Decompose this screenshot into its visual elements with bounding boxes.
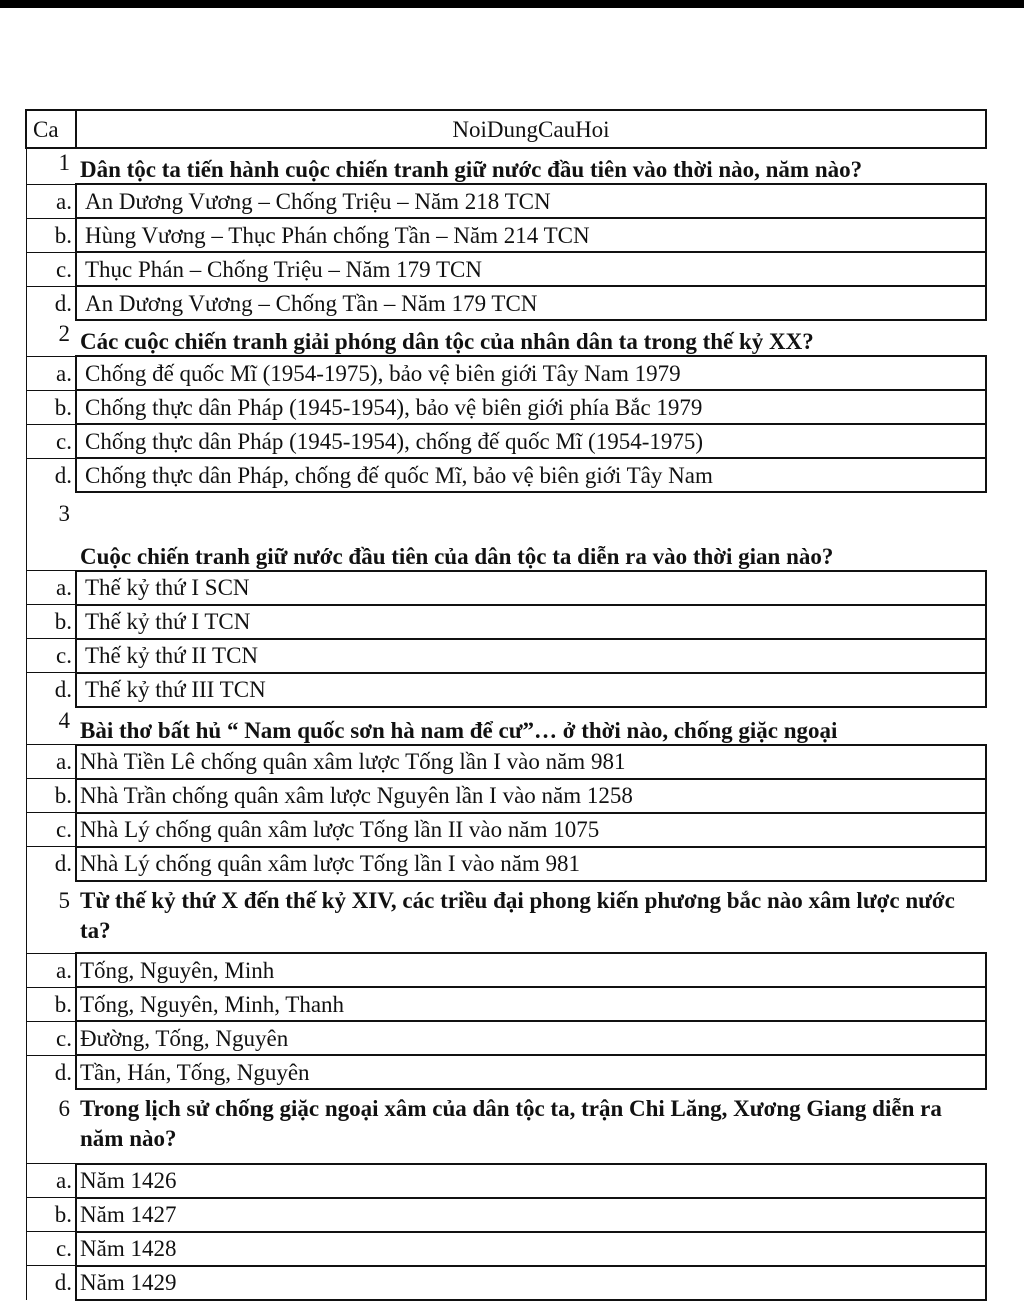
option-letter: a. — [26, 571, 76, 605]
option-text: An Dương Vương – Chống Tần – Năm 179 TCN — [76, 286, 986, 320]
option-text: Nhà Lý chống quân xâm lược Tống lần II vào năm 1075 — [76, 813, 986, 847]
option-letter: d. — [26, 1266, 76, 1300]
option-text: Năm 1429 — [76, 1266, 986, 1300]
option-letter: a. — [26, 1164, 76, 1198]
header-noidungcauhoi: NoiDungCauHoi — [76, 110, 986, 148]
option-text: Tống, Nguyên, Minh, Thanh — [76, 987, 986, 1021]
option-text: Thế kỷ thứ II TCN — [76, 639, 986, 673]
option-row — [26, 458, 986, 492]
top-black-bar — [0, 0, 1024, 8]
question-row — [26, 707, 986, 745]
question-number: 4 — [26, 707, 76, 745]
option-letter: c. — [26, 1021, 76, 1055]
option-text: Chống đế quốc Mĩ (1954-1975), bảo vệ biên giới Tây Nam 1979 — [76, 356, 986, 390]
option-row — [26, 1055, 986, 1089]
option-row — [26, 390, 986, 424]
option-text: An Dương Vương – Chống Triệu – Năm 218 TCN — [76, 184, 986, 218]
option-text: Nhà Lý chống quân xâm lược Tống lần I vào năm 981 — [76, 847, 986, 881]
question-text: Bài thơ bất hủ “ Nam quốc sơn hà nam để cư”… ở thời nào, chống giặc ngoại — [80, 717, 838, 743]
option-letter: c. — [26, 424, 76, 458]
option-row — [26, 1232, 986, 1266]
question-text: Cuộc chiến tranh giữ nước đầu tiên của dân tộc ta diễn ra vào thời gian nào? — [80, 543, 834, 569]
question-row — [26, 148, 986, 184]
option-letter: b. — [26, 1198, 76, 1232]
option-letter: c. — [26, 813, 76, 847]
option-letter: d. — [26, 1055, 76, 1089]
option-letter: a. — [26, 356, 76, 390]
question-row — [26, 492, 986, 571]
option-text: Năm 1427 — [76, 1198, 986, 1232]
option-row — [26, 987, 986, 1021]
option-letter: a. — [26, 953, 76, 987]
option-text: Đường, Tống, Nguyên — [76, 1021, 986, 1055]
option-text: Nhà Trần chống quân xâm lược Nguyên lần I vào năm 1258 — [76, 779, 986, 813]
option-row — [26, 847, 986, 881]
option-row — [26, 1198, 986, 1232]
option-letter: d. — [26, 847, 76, 881]
option-letter: c. — [26, 639, 76, 673]
question-number: 6 — [26, 1089, 76, 1164]
option-text: Chống thực dân Pháp (1945-1954), bảo vệ biên giới phía Bắc 1979 — [76, 390, 986, 424]
option-text: Hùng Vương – Thục Phán chống Tần – Năm 214 TCN — [76, 218, 986, 252]
option-row — [26, 424, 986, 458]
option-text: Thế kỷ thứ III TCN — [76, 673, 986, 707]
question-text: Dân tộc ta tiến hành cuộc chiến tranh giữ nước đầu tiên vào thời nào, năm nào? — [80, 157, 863, 182]
option-text: Nhà Tiền Lê chống quân xâm lược Tống lần I vào năm 981 — [76, 745, 986, 779]
question-row — [26, 881, 986, 954]
option-letter: a. — [26, 184, 76, 218]
option-letter: a. — [26, 745, 76, 779]
question-number: 3 — [26, 492, 76, 571]
option-letter: c. — [26, 1232, 76, 1266]
option-letter: d. — [26, 673, 76, 707]
option-row — [26, 1164, 986, 1198]
table-header-row — [26, 110, 986, 148]
option-row — [26, 953, 986, 987]
option-row — [26, 252, 986, 286]
option-letter: b. — [26, 218, 76, 252]
option-text: Năm 1428 — [76, 1232, 986, 1266]
option-row — [26, 639, 986, 673]
option-letter: b. — [26, 390, 76, 424]
option-row — [26, 218, 986, 252]
question-text: Các cuộc chiến tranh giải phóng dân tộc của nhân dân ta trong thế kỷ XX? — [80, 329, 814, 354]
option-row — [26, 571, 986, 605]
option-row — [26, 779, 986, 813]
option-row — [26, 1266, 986, 1300]
option-text: Năm 1426 — [76, 1164, 986, 1198]
option-text: Chống thực dân Pháp (1945-1954), chống đế quốc Mĩ (1954-1975) — [76, 424, 986, 458]
question-text: Từ thế kỷ thứ X đến thế kỷ XIV, các triều đại phong kiến phương bắc nào xâm lược nước ta? — [80, 887, 955, 943]
option-row — [26, 745, 986, 779]
option-text: Tần, Hán, Tống, Nguyên — [76, 1055, 986, 1089]
option-text: Thế kỷ thứ I TCN — [76, 605, 986, 639]
question-number: 2 — [26, 320, 76, 356]
option-text: Thế kỷ thứ I SCN — [76, 571, 986, 605]
option-text: Tống, Nguyên, Minh — [76, 953, 986, 987]
option-row — [26, 673, 986, 707]
option-letter: b. — [26, 987, 76, 1021]
question-sheet — [25, 109, 985, 1301]
question-number: 5 — [26, 881, 76, 954]
question-row — [26, 1089, 986, 1164]
option-row — [26, 286, 986, 320]
question-table — [25, 109, 987, 1301]
question-row — [26, 320, 986, 356]
option-row — [26, 356, 986, 390]
option-text: Thục Phán – Chống Triệu – Năm 179 TCN — [76, 252, 986, 286]
option-letter: d. — [26, 286, 76, 320]
option-letter: b. — [26, 779, 76, 813]
question-number: 1 — [26, 148, 76, 184]
option-row — [26, 813, 986, 847]
header-ca: Ca — [26, 110, 76, 148]
option-row — [26, 605, 986, 639]
option-letter: b. — [26, 605, 76, 639]
option-text: Chống thực dân Pháp, chống đế quốc Mĩ, bảo vệ biên giới Tây Nam — [76, 458, 986, 492]
option-letter: d. — [26, 458, 76, 492]
option-row — [26, 184, 986, 218]
option-letter: c. — [26, 252, 76, 286]
question-text: Trong lịch sử chống giặc ngoại xâm của dân tộc ta, trận Chi Lăng, Xương Giang diễn ra năm nào? — [80, 1096, 942, 1151]
option-row — [26, 1021, 986, 1055]
